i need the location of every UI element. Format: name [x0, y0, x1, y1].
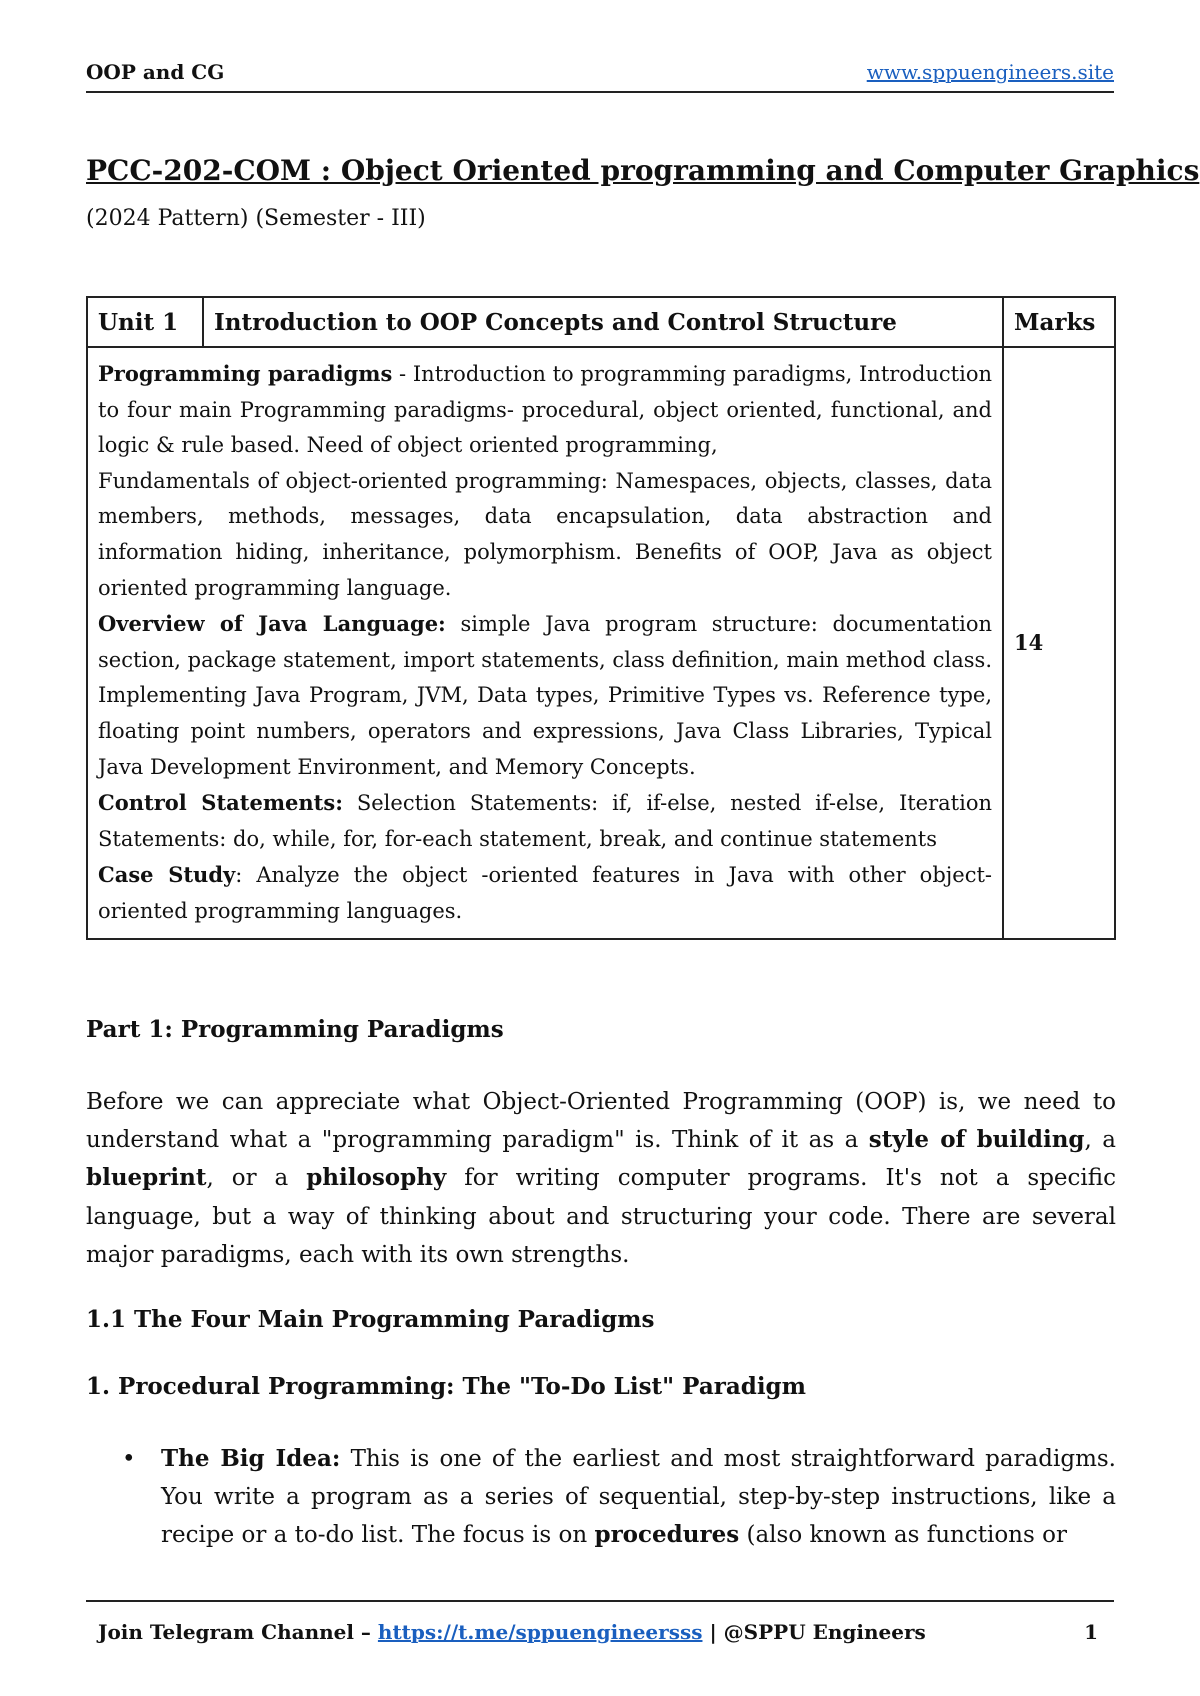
header-divider: [86, 91, 1114, 93]
syllabus-text: Fundamentals of object-oriented programming: Namespaces, objects, classes, data members, methods, messages, data encapsulation, data abstraction and information hiding, inheritance, polymorphism. Benefits of OOP, Java as object oriented programming language.: [98, 468, 992, 600]
footer-text: [98, 1620, 926, 1644]
header-course-name: OOP and CG: [86, 60, 225, 84]
para-text: for writing computer programs. It's not a specific language, but a way of thinking about and structuring your code. There are several major paradigms, each with its own strengths.: [86, 1165, 1116, 1268]
syllabus-bold-term: Case Study: [98, 862, 236, 888]
bullet-list-item: [86, 1440, 1116, 1555]
footer-suffix: | @SPPU Engineers: [702, 1620, 926, 1644]
syllabus-bold-term: Overview of Java Language:: [98, 611, 446, 637]
para-bold: blueprint: [86, 1164, 207, 1192]
section-heading-four-paradigms: 1.1 The Four Main Programming Paradigms: [86, 1306, 655, 1333]
header-unit: Unit 1: [87, 297, 203, 347]
document-subtitle: (2024 Pattern) (Semester - III): [86, 206, 426, 231]
part1-intro-paragraph: [86, 1083, 1116, 1274]
syllabus-paragraph: [98, 785, 992, 857]
section-heading-procedural: 1. Procedural Programming: The "To-Do List" Paradigm: [86, 1373, 806, 1400]
syllabus-table: [86, 296, 1116, 940]
syllabus-paragraph: [98, 857, 992, 929]
para-text: Before we can appreciate what Object-Oriented Programming (OOP) is, we need to understand what a "programming paradigm" is. Think of it as a: [86, 1089, 1116, 1154]
footer-prefix: Join Telegram Channel –: [98, 1620, 378, 1644]
syllabus-content-row: [87, 347, 1115, 939]
page-number: 1: [1084, 1620, 1098, 1644]
header-topic: Introduction to OOP Concepts and Control Structure: [203, 297, 1003, 347]
marks-value: 14: [1003, 347, 1115, 939]
syllabus-paragraph: [98, 356, 992, 464]
para-text: , or a: [206, 1165, 307, 1192]
para-bold: style of building: [868, 1126, 1085, 1154]
bullet-dot-icon: •: [122, 1446, 136, 1472]
syllabus-paragraph: [98, 606, 992, 785]
document-title: PCC-202-COM : Object Oriented programming and Computer Graphics: [86, 154, 1200, 187]
part1-heading: Part 1: Programming Paradigms: [86, 1016, 504, 1043]
header-website-link[interactable]: www.sppuengineers.site: [866, 60, 1114, 84]
footer-divider: [86, 1600, 1114, 1602]
syllabus-paragraph: [98, 464, 992, 606]
bullet-text: [161, 1440, 1116, 1555]
footer-telegram-link[interactable]: https://t.me/sppuengineersss: [377, 1620, 703, 1644]
bullet-bold: The Big Idea:: [161, 1445, 341, 1472]
syllabus-content-cell: [87, 347, 1003, 939]
syllabus-bold-term: Control Statements:: [98, 790, 343, 816]
header-marks: Marks: [1003, 297, 1115, 347]
syllabus-text: Selection Statements: if, if-else, nested if-else, Iteration Statements: do, while, for, for-each statement, break, and continue statements: [98, 791, 992, 851]
syllabus-text: - Introduction to programming paradigms, Introduction to four main Programming paradigms- procedural, object oriented, functional, and logic & rule based. Need of object oriented programming,: [98, 362, 993, 458]
para-bold: philosophy: [306, 1164, 447, 1192]
bullet-plain: (also known as functions or: [739, 1522, 1067, 1549]
syllabus-text: : Analyze the object -oriented features in Java with other object-oriented programming languages.: [98, 863, 992, 923]
syllabus-bold-term: Programming paradigms: [98, 361, 393, 386]
para-text: , a: [1084, 1127, 1116, 1154]
bullet-plain: This is one of the earliest and most straightforward paradigms. You write a program as a series of sequential, step-by-step instructions, like a recipe or a to-do list. The focus is on: [161, 1446, 1116, 1549]
syllabus-text: simple Java program structure: documentation section, package statement, import statements, class definition, main method class. Implementing Java Program, JVM, Data types, Primitive Types vs. Reference type, floating point numbers, operators and expressions, Java Class Libraries, Typical Java Development Environment, and Memory Concepts.: [98, 612, 993, 779]
syllabus-header-row: [87, 297, 1115, 347]
bullet-bold: procedures: [594, 1521, 740, 1549]
